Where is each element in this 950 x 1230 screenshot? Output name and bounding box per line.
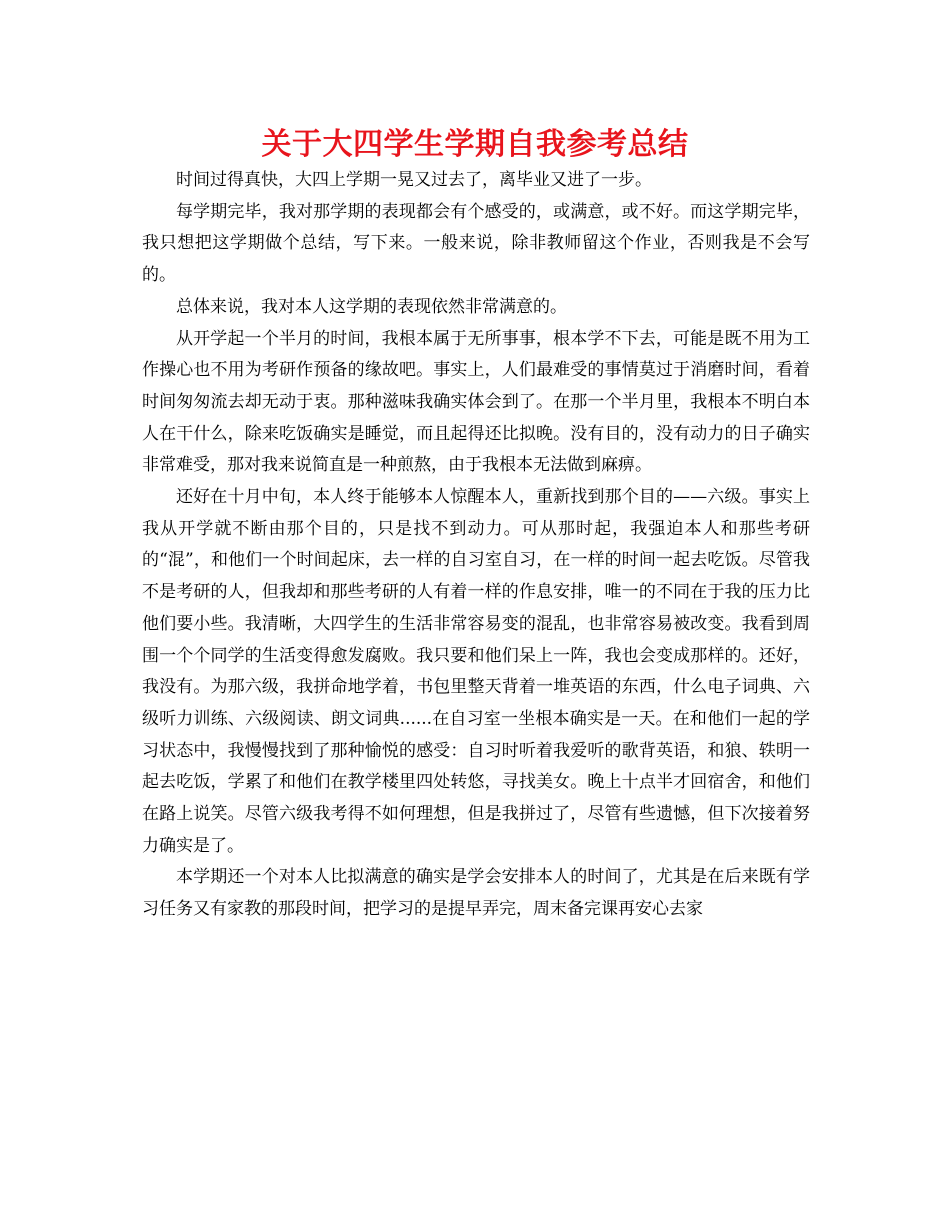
paragraph: 本学期还一个对本人比拟满意的确实是学会安排本人的时间了，尤其是在后来既有学习任务又有家教的那段时间，把学习的是提早弄完，周末备完课再安心去家	[142, 867, 810, 920]
document-title: 关于大四学生学期自我参考总结	[261, 127, 689, 162]
paragraph: 时间过得真快，大四上学期一晃又过去了，离毕业又进了一步。	[176, 170, 652, 190]
paragraph: 从开学起一个半月的时间，我根本属于无所事事，根本学不下去，可能是既不用为工作操心也不用为考研作预备的缘故吧。事实上，人们最难受的事情莫过于消磨时间，看着时间匆匆流去却无动于衷。那种滋味我确实体会到了。在那一个半月里，我根本不明白本人在干什么，除来吃饭确实是睡觉，而且起得还比拟晚。没有目的，没有动力的日子确实非常难受，那对我来说简直是一种煎熬，由于我根本无法做到麻痹。	[142, 328, 810, 476]
paragraph: 还好在十月中旬，本人终于能够本人惊醒本人，重新找到那个目的——六级。事实上我从开学就不断由那个目的，只是找不到动力。可从那时起，我强迫本人和那些考研的“混”，和他们一个时间起床，去一样的自习室自习，在一样的时间一起去吃饭。尽管我不是考研的人，但我却和那些考研的人有着一样的作息安排，唯一的不同在于我的压力比他们要小些。我清晰，大四学生的生活非常容易变的混乱，也非常容易被改变。我看到周围一个个同学的生活变得愈发腐败。我只要和他们呆上一阵，我也会变成那样的。还好，我没有。为那六级，我拼命地学着，书包里整天背着一堆英语的东西，什么电子词典、六级听力训练、六级阅读、朗文词典......在自习室一坐根本确实是一天。在和他们一起的学习状态中，我慢慢找到了那种愉悦的感受：自习时听着我爱听的歌背英语，和狼、轶明一起去吃饭，学累了和他们在教学楼里四处转悠，寻找美女。晚上十点半才回宿舍，和他们在路上说笑。尽管六级我考得不如何理想，但是我拼过了，尽管有些遗憾，但下次接着努力确实是了。	[142, 487, 810, 856]
paragraph: 总体来说，我对本人这学期的表现依然非常满意的。	[176, 296, 567, 317]
paragraph: 每学期完毕，我对那学期的表现都会有个感受的，或满意，或不好。而这学期完毕，我只想把这学期做个总结，写下来。一般来说，除非教师留这个作业，否则我是不会写的。	[142, 201, 810, 286]
document-body	[142, 165, 810, 926]
